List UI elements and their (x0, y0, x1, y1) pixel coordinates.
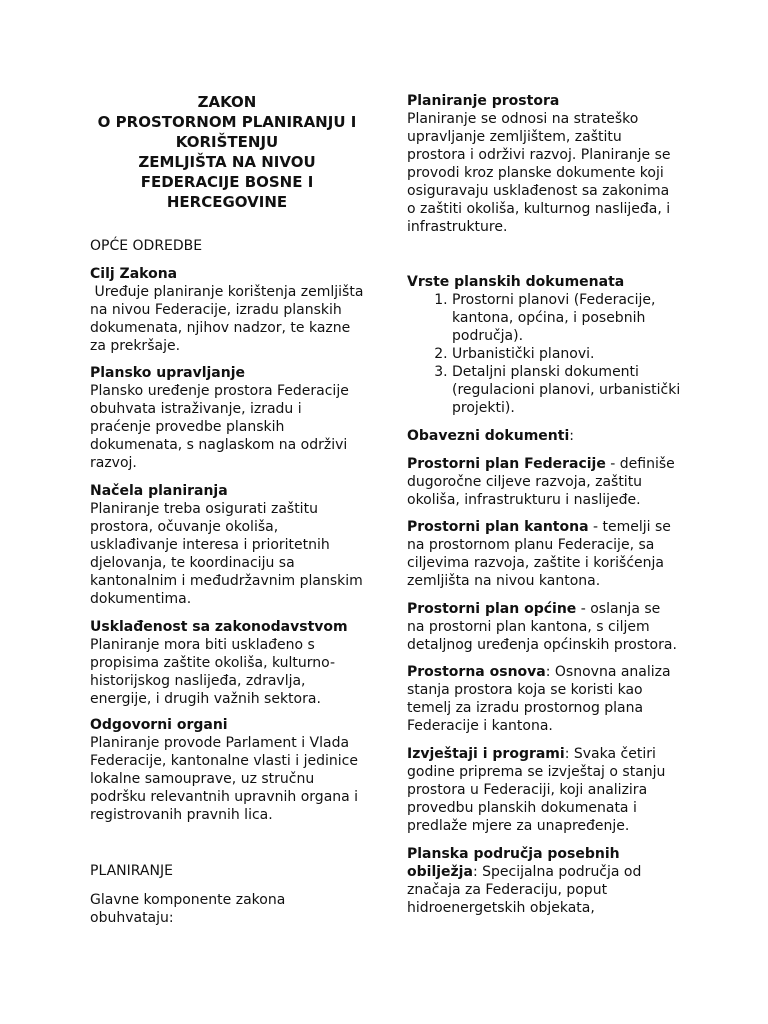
list-item: 2. Urbanistički planovi. (452, 345, 682, 363)
definition-term: Prostorni plan općine (407, 601, 577, 617)
definition-text: oslanja se na prostorni plan kantona, s ciljem detaljnog uređenja općinskih prostora. (407, 601, 677, 653)
definition-term: Prostorni plan Federacije (407, 456, 606, 472)
definition-separator: : (564, 746, 574, 762)
definition-prostorni-plan-kantona (407, 518, 682, 590)
section-heading: Planiranje prostora (407, 93, 560, 109)
title-line: ZEMLJIŠTA NA NIVOU (138, 153, 316, 171)
title-line: FEDERACIJE BOSNE I (140, 173, 314, 191)
definition-separator: - (576, 601, 591, 617)
section-text: Planiranje provode Parlament i Vlada Federacije, kantonalne vlasti i jedinice lokalne samouprave, uz stručnu podršku relevantnih upravnih organa i registrovanih pravnih lica. (90, 735, 359, 823)
definition-prostorni-plan-federacije (407, 455, 682, 509)
section-heading: Plansko upravljanje (90, 365, 246, 381)
title-line: HERCEGOVINE (166, 193, 288, 211)
title-line: O PROSTORNOM PLANIRANJU I (97, 113, 357, 131)
heading-suffix: : (569, 428, 574, 444)
section-text: Uređuje planiranje korištenja zemljišta na nivou Federacije, izradu planskih dokumenata, njihov nadzor, te kazne za prekršaje. (90, 284, 368, 354)
section-label-opce-odredbe: OPĆE ODREDBE (90, 238, 203, 254)
glavne-komponente-text: Glavne komponente zakona obuhvataju: (90, 892, 286, 926)
section-odgovorni-organi (90, 716, 364, 824)
section-heading: Odgovorni organi (90, 717, 228, 733)
section-label-planiranje: PLANIRANJE (90, 863, 173, 879)
section-heading: Usklađenost sa zakonodavstvom (90, 619, 348, 635)
list-item: 1. Prostorni planovi (Federacije, kantona, općina, i posebnih područja). (452, 291, 682, 345)
definition-term: Prostorni plan kantona (407, 519, 589, 535)
title-line: ZAKON (197, 93, 257, 111)
section-vrste-planskih-dokumenata (407, 273, 682, 417)
definition-text: temelji se na prostornom planu Federacije, sa ciljevima razvoja, zaštite i korišćenja zemljišta na nivou kantona. (407, 519, 671, 589)
section-planiranje-prostora (407, 92, 682, 236)
definition-separator: : (472, 864, 483, 880)
section-heading: Načela planiranja (90, 483, 228, 499)
definition-separator: : (545, 664, 555, 680)
definition-prostorna-osnova (407, 663, 682, 735)
section-heading: Obavezni dokumenti (407, 428, 570, 444)
section-heading: Cilj Zakona (90, 266, 178, 282)
document-title (90, 92, 364, 212)
list-item: 3. Detaljni planski dokumenti (regulacioni planovi, urbanistički projekti). (452, 363, 682, 417)
section-text: Planiranje treba osigurati zaštitu prostora, očuvanje okoliša, usklađivanje interesa i prioritetnih djelovanja, te koordinaciju sa kantonalnim i međudržavnim planskim dokumentima. (90, 501, 363, 607)
definition-prostorni-plan-opcine (407, 600, 682, 654)
definition-text: Osnovna analiza stanja prostora koja se koristi kao temelj za izradu prostornog plana Federacije i kantona. (407, 664, 671, 734)
title-line: KORIŠTENJU (175, 133, 279, 151)
definition-separator: - (605, 456, 620, 472)
definition-term: Planska područja posebnih obilježja (407, 846, 620, 880)
section-text: Plansko uređenje prostora Federacije obuhvata istraživanje, izradu i praćenje provedbe planskih dokumenata, s naglaskom na održivi razvoj. (90, 383, 349, 471)
definition-separator: - (588, 519, 603, 535)
section-nacela-planiranja (90, 482, 364, 608)
definition-text: Svaka četiri godine priprema se izvještaj o stanju prostora u Federaciji, koji analizira provedbu planskih dokumenata i predlaže mjere za unapređenje. (407, 746, 666, 834)
section-uskladenost (90, 618, 364, 708)
definition-term: Izvještaji i programi (407, 746, 565, 762)
definition-term: Prostorna osnova (407, 664, 546, 680)
section-cilj-zakona (90, 265, 368, 355)
definition-izvjestaji-i-programi (407, 745, 682, 835)
definition-text: Specijalna područja od značaja za Federaciju, poput hidroenergetskih objekata, (407, 864, 642, 916)
document-types-list (407, 291, 682, 417)
section-plansko-upravljanje (90, 364, 364, 472)
section-text: Planiranje mora biti usklađeno s propisima zaštite okoliša, kulturno-historijskog naslijeđa, zdravlja, energije, i drugih važnih sektora. (90, 637, 336, 707)
definition-text: definiše dugoročne ciljeve razvoja, zaštitu okoliša, infrastrukturu i naslijeđe. (407, 456, 675, 508)
obavezni-dokumenti (407, 427, 682, 445)
section-heading: Vrste planskih dokumenata (407, 274, 625, 290)
section-text: Planiranje se odnosi na strateško upravljanje zemljištem, zaštitu prostora i održivi razvoj. Planiranje se provodi kroz planske dokumente koji osiguravaju usklađenost sa zakonima o zaštiti okoliša, kulturnog naslijeđa, i infrastrukture. (407, 111, 671, 235)
definition-planska-podrucja (407, 845, 682, 917)
